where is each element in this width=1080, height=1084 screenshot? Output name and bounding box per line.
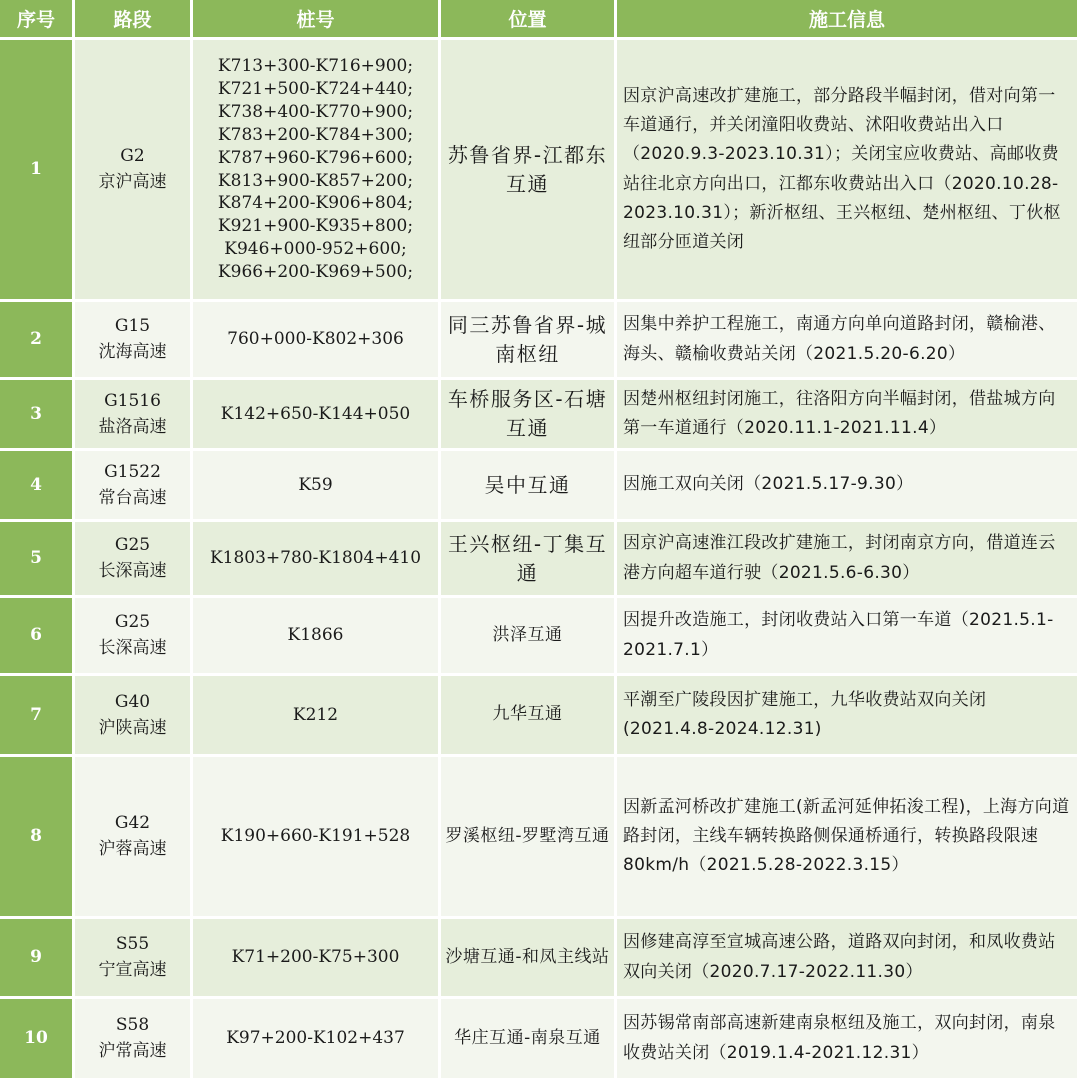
road-cell (75, 522, 193, 598)
road-code: G15 (114, 316, 151, 337)
road-cell (75, 598, 193, 676)
stake-cell (193, 919, 441, 999)
position-cell: 车桥服务区-石塘互通 (441, 380, 617, 451)
stake-cell (193, 757, 441, 919)
road-code: S58 (115, 1015, 150, 1036)
construction-info-cell: 平潮至广陵段因扩建施工，九华收费站双向关闭(2021.4.8-2024.12.31) (617, 676, 1080, 757)
road-name: 常台高速 (98, 487, 167, 508)
row-index: 10 (0, 999, 75, 1081)
road-name: 沈海高速 (98, 342, 167, 362)
stake-range: K1866 (287, 625, 344, 646)
stake-range: K874+200-K906+804; (217, 193, 414, 214)
header-row (0, 0, 1080, 40)
table-row (0, 598, 1080, 676)
road-name: 沪蓉高速 (98, 839, 167, 859)
position-cell: 王兴枢纽-丁集互通 (441, 522, 617, 598)
road-code: G25 (114, 535, 151, 556)
stake-range: K921+900-K935+800; (217, 216, 414, 237)
stake-range: K721+500-K724+440; (217, 78, 414, 99)
road-code: G42 (114, 813, 151, 834)
road-cell (75, 757, 193, 919)
stake-range: K738+400-K770+900; (217, 101, 414, 122)
row-index: 5 (0, 522, 75, 598)
header-road: 路段 (75, 0, 193, 40)
stake-range: K212 (292, 704, 339, 725)
road-code: G1516 (104, 390, 161, 411)
stake-cell (193, 999, 441, 1081)
construction-info-cell: 因施工双向关闭（2021.5.17-9.30） (617, 451, 1080, 522)
stake-cell (193, 40, 441, 302)
table-row (0, 40, 1080, 302)
stake-range: K1803+780-K1804+410 (209, 548, 422, 569)
header-position: 位置 (441, 0, 617, 40)
construction-info-cell: 因京沪高速淮江段改扩建施工，封闭南京方向，借道连云港方向超车道行驶（2021.5.6-6.30） (617, 522, 1080, 598)
table-row (0, 451, 1080, 522)
stake-range: K713+300-K716+900; (217, 55, 414, 76)
position-cell: 华庄互通-南泉互通 (441, 999, 617, 1081)
road-cell (75, 999, 193, 1081)
road-cell (75, 451, 193, 522)
stake-range: K142+650-K144+050 (220, 403, 411, 424)
table-row (0, 757, 1080, 919)
stake-range: K783+200-K784+300; (217, 124, 414, 145)
stake-cell (193, 451, 441, 522)
stake-range: K966+200-K969+500; (217, 262, 414, 283)
stake-range: K71+200-K75+300 (231, 947, 400, 968)
table-row (0, 676, 1080, 757)
position-cell: 罗溪枢纽-罗墅湾互通 (441, 757, 617, 919)
road-name: 宁宣高速 (98, 960, 167, 980)
road-cell (75, 40, 193, 302)
stake-cell (193, 302, 441, 380)
table-row (0, 302, 1080, 380)
stake-range: K787+960-K796+600; (217, 147, 414, 168)
row-index: 9 (0, 919, 75, 999)
stake-cell (193, 598, 441, 676)
road-code: S55 (115, 934, 150, 955)
table-row (0, 919, 1080, 999)
road-name: 沪陕高速 (98, 717, 167, 738)
road-name: 长深高速 (98, 561, 167, 581)
position-cell: 洪泽互通 (441, 598, 617, 676)
row-index: 4 (0, 451, 75, 522)
header-stake: 桩号 (193, 0, 441, 40)
stake-range: K946+000-952+600; (224, 239, 407, 260)
stake-range: K59 (298, 474, 333, 495)
row-index: 1 (0, 40, 75, 302)
row-index: 7 (0, 676, 75, 757)
road-cell (75, 302, 193, 380)
road-name: 长深高速 (98, 638, 167, 658)
stake-range: K190+660-K191+528 (220, 826, 411, 847)
table-row (0, 522, 1080, 598)
construction-info-cell: 因新孟河桥改扩建施工(新孟河延伸拓浚工程)，上海方向道路封闭，主线车辆转换路侧保通桥通行，转换路段限速80km/h（2021.5.28-2022.3.15） (617, 757, 1080, 919)
road-code: G40 (114, 691, 151, 712)
row-index: 3 (0, 380, 75, 451)
row-index: 2 (0, 302, 75, 380)
road-name: 盐洛高速 (98, 416, 167, 437)
position-cell: 九华互通 (441, 676, 617, 757)
construction-info-cell: 因提升改造施工，封闭收费站入口第一车道（2021.5.1-2021.7.1） (617, 598, 1080, 676)
road-name: 沪常高速 (98, 1041, 167, 1061)
position-cell: 沙塘互通-和凤主线站 (441, 919, 617, 999)
road-code: G25 (114, 612, 151, 633)
stake-cell (193, 522, 441, 598)
road-name: 京沪高速 (98, 172, 167, 192)
construction-info-cell: 因集中养护工程施工，南通方向单向道路封闭，赣榆港、海头、赣榆收费站关闭（2021.5.20-6.20） (617, 302, 1080, 380)
stake-range: K813+900-K857+200; (217, 170, 414, 191)
table-row (0, 380, 1080, 451)
construction-info-cell: 因楚州枢纽封闭施工，往洛阳方向半幅封闭，借盐城方向第一车道通行（2020.11.1-2021.11.4） (617, 380, 1080, 451)
stake-cell (193, 380, 441, 451)
road-cell (75, 380, 193, 451)
row-index: 8 (0, 757, 75, 919)
row-index: 6 (0, 598, 75, 676)
road-code: G1522 (104, 461, 161, 482)
position-cell: 苏鲁省界-江都东互通 (441, 40, 617, 302)
header-index: 序号 (0, 0, 75, 40)
position-cell: 同三苏鲁省界-城南枢纽 (441, 302, 617, 380)
stake-range: 760+000-K802+306 (227, 329, 404, 350)
construction-info-cell: 因修建高淳至宣城高速公路，道路双向封闭，和凤收费站双向关闭（2020.7.17-2022.11.30） (617, 919, 1080, 999)
road-cell (75, 919, 193, 999)
stake-range: K97+200-K102+437 (226, 1028, 405, 1049)
road-cell (75, 676, 193, 757)
construction-info-cell: 因京沪高速改扩建施工，部分路段半幅封闭，借对向第一车道通行，并关闭潼阳收费站、沭阳收费站出入口（2020.9.3-2023.10.31）；关闭宝应收费站、高邮收费站往北京方向出口，江都东收费站出入口（2020.10.28-2023.10.31）；新沂枢纽、王兴枢纽、楚州枢纽、丁伙枢纽部分匝道关闭 (617, 40, 1080, 302)
construction-info-cell: 因苏锡常南部高速新建南泉枢纽及施工，双向封闭，南泉收费站关闭（2019.1.4-2021.12.31） (617, 999, 1080, 1081)
position-cell: 吴中互通 (441, 451, 617, 522)
table-row (0, 999, 1080, 1081)
road-code: G2 (120, 146, 145, 167)
stake-cell (193, 676, 441, 757)
header-info: 施工信息 (617, 0, 1080, 40)
